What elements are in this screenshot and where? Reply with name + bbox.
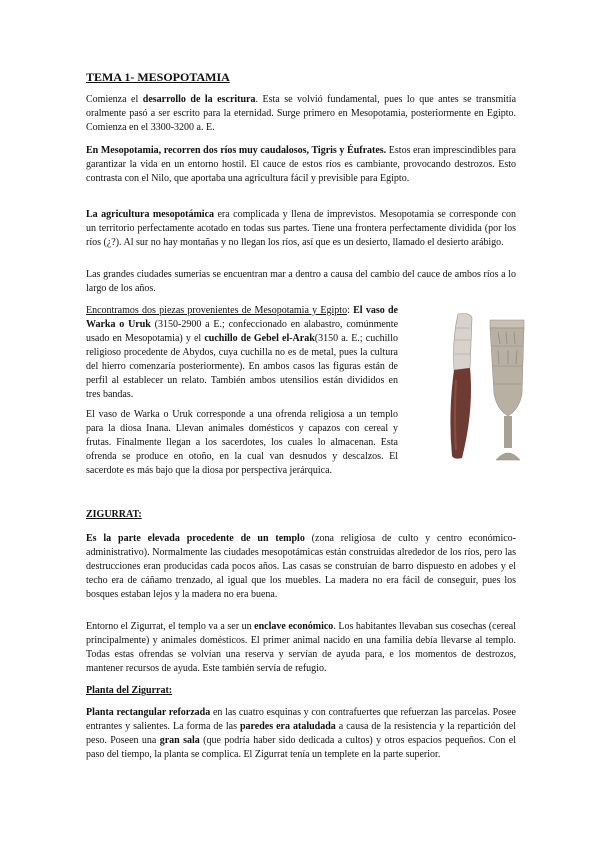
warka-vase bbox=[490, 320, 524, 460]
paragraph-zigurrat-intro: Es la parte elevada procedente de un templo (zona religiosa de culto y centro económico-administrativo). Normalmente las ciudades mesopotámicas están construidas alrededor de los ríos, pero las destrucciones eran producidas cada pocos años. Las casas se construían de barro dispuesto en adobes y el techo era de cáñamo trenzado, al igual que los muebles. La madera no era fácil de conseguir, pues los bosques estaban lejos y la madera no era buena. bbox=[86, 533, 516, 600]
paragraph-writing: Comienza el desarrollo de la escritura. Esta se volvió fundamental, pues lo que antes se transmitía oralmente pasó a ser escrito para la eternidad. Surge primero en Mesopotamia, posteriormente en Egipto. Comienza en el 3300-3200 a. E. bbox=[86, 94, 517, 133]
page-title: TEMA 1- MESOPOTAMIA bbox=[86, 70, 230, 84]
heading-zigurrat: ZIGURRAT: bbox=[86, 509, 142, 520]
artifacts-image bbox=[444, 310, 540, 470]
paragraph-economic-enclave: Entorno el Zigurrat, el templo va a ser un enclave económico. Los habitantes llevaban sus cosechas (cereal principalmente) y animales domésticos. El primer animal nacido en una familia debía llevarse al templo. Todas estas ofrendas se volvían una reserva y servían de ayuda para, e los momentos de destrozos, mantener recursos de ayuda. Este también servía de refugio. bbox=[86, 621, 516, 674]
paragraph-cities: Las grandes ciudades sumerias se encuentran mar a dentro a causa del cambio del cauce de ambos ríos a lo largo de los años. bbox=[86, 269, 516, 294]
paragraph-warka-vase: El vaso de Warka o Uruk corresponde a una ofrenda religiosa a un templo para la diosa Inana. Llevan animales domésticos y capazos con cereal y frutas. Finalmente llegan a los sacerdotes, los cuales lo almacenan. Esta ofrenda se produce en otoño, en la cual van desnudos y descalzos. El sacerdote es más bajo que la diosa por perspectiva jerárquica. bbox=[86, 409, 398, 476]
paragraph-rivers: En Mesopotamia, recorren dos ríos muy caudalosos, Tigris y Éufrates. Estos eran imprescindibles para garantizar la vida en un entorno hostil. El cauce de estos ríos es cambiante, provocando destrozos. Esto contrasta con el Nilo, que aportaba una agricultura fácil y previsible para Egipto. bbox=[86, 145, 517, 184]
paragraph-agriculture: La agricultura mesopotámica era complicada y llena de imprevistos. Mesopotamia se corresponde con un territorio perfectamente acotado en todas sus partes. Tiene una frontera perfectamente dividida (por los ríos (¿?). Al sur no hay montañas y no llegan los ríos, así que es un desierto, llamado el desierto arábigo. bbox=[86, 209, 517, 248]
heading-zigurrat-plan: Planta del Zigurrat: bbox=[86, 685, 173, 696]
paragraph-two-pieces: Encontramos dos piezas provenientes de Mesopotamia y Egipto: El vaso de Warka o Uruk (3150-2900 a E.; confeccionado en alabastro, comúnmente usado en Mesopotamia) y el cuchillo de Gebel el-Arak(3150 a. E.; cuchillo religioso procedente de Abydos, cuya cuchilla no es de metal, pues la cultura del hierro comenzaría posteriormente). En ambos casos las figuras están de perfil al establecer un relato. También ambos utensilios están divididos en tres bandas. bbox=[86, 305, 399, 400]
paragraph-zigurrat-plan: Planta rectangular reforzada en las cuatro esquinas y con contrafuertes que refuerzan las parcelas. Posee entrantes y salientes. La forma de las paredes era ataludada a causa de la resistencia y la repartición del peso. Poseen una gran sala (que podría haber sido dedicada a cultos) y otros espacios pequeños. Con el paso del tiempo, la planta se complica. El Zigurrat tenía un templete en la parte superior. bbox=[86, 707, 516, 760]
gebel-el-arak-knife bbox=[450, 314, 472, 459]
